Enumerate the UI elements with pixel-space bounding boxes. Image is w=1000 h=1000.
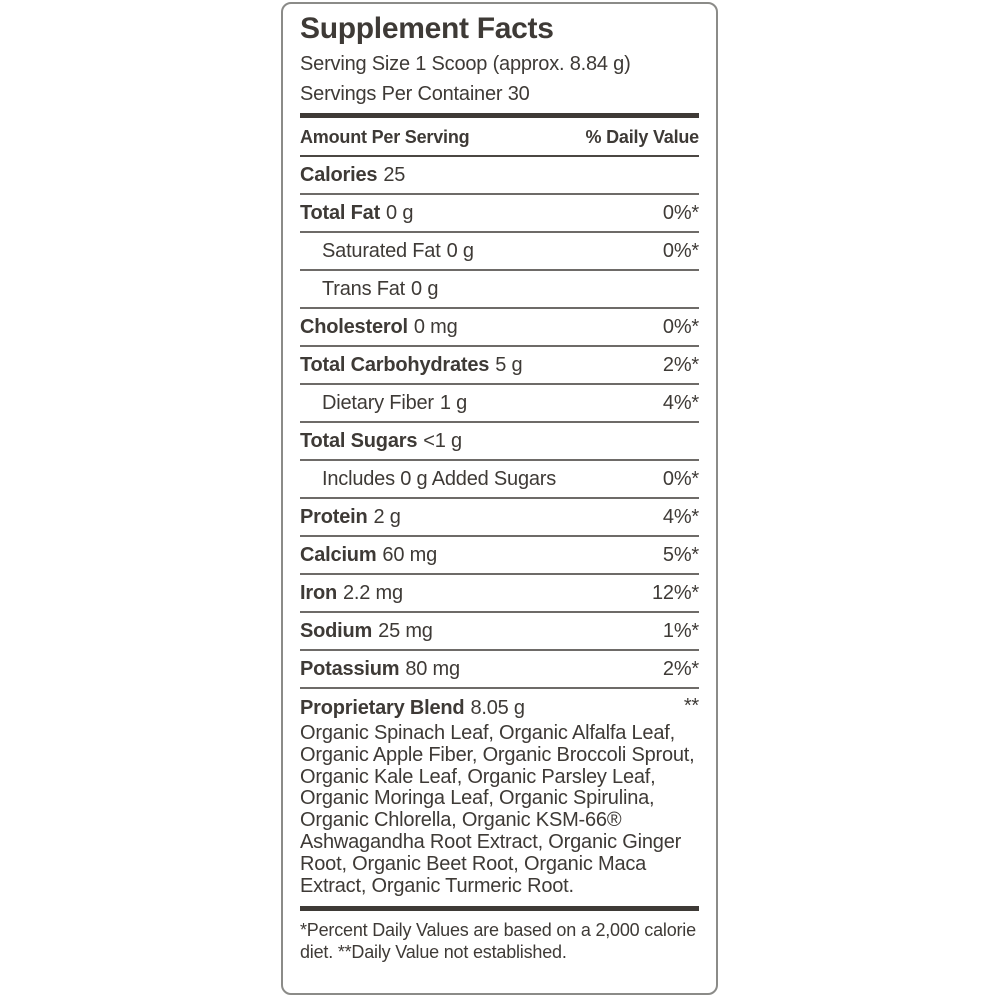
- panel-title: Supplement Facts: [300, 12, 554, 45]
- table-row-trans-fat: [300, 271, 699, 309]
- nutrient-name: Calcium: [300, 543, 377, 566]
- nutrient-amount: 5 g: [495, 353, 523, 376]
- nutrient-daily-value: 2%*: [662, 657, 699, 680]
- nutrient-daily-value: 1%*: [662, 619, 699, 642]
- nutrient-amount: 2 g: [373, 505, 401, 528]
- nutrient-daily-value: 0%*: [662, 315, 699, 338]
- nutrient-table: [300, 157, 699, 689]
- nutrient-name: Calories: [300, 163, 378, 186]
- blend-ingredients: Organic Spinach Leaf, Organic Alfalfa Leaf, Organic Apple Fiber, Organic Broccoli Sprout, Organic Kale Leaf, Organic Parsley Leaf, Organic Moringa Leaf, Organic Spirulina, Organic Chlorella, Organic KSM-66® Ashwagandha Root Extract, Organic Ginger Root, Organic Beet Root, Organic Maca Extract, Organic Turmeric Root.: [300, 722, 695, 897]
- nutrient-amount: 25: [383, 163, 406, 186]
- nutrient-amount: 1 g: [439, 391, 468, 414]
- nutrient-name: Total Fat: [300, 201, 381, 224]
- nutrient-amount: 2.2 mg: [342, 581, 403, 604]
- proprietary-blend-row: [300, 689, 699, 720]
- table-row-cholesterol: [300, 309, 699, 347]
- nutrient-daily-value: 12%*: [651, 581, 699, 604]
- nutrient-daily-value: 0%*: [662, 201, 699, 224]
- nutrient-name: Dietary Fiber: [322, 391, 434, 414]
- daily-value-footnote: *Percent Daily Values are based on a 2,000 calorie diet. **Daily Value not established.: [300, 920, 696, 963]
- nutrient-daily-value: 2%*: [662, 353, 699, 376]
- table-row-calories: [300, 157, 699, 195]
- table-row-protein: [300, 499, 699, 537]
- table-row-total-fat: [300, 195, 699, 233]
- nutrient-daily-value: 0%*: [662, 239, 699, 262]
- nutrient-daily-value: 4%*: [662, 391, 699, 414]
- table-row-added-sugars: [300, 461, 699, 499]
- table-row-dietary-fiber: [300, 385, 699, 423]
- amount-per-serving-header: Amount Per Serving: [300, 127, 470, 147]
- proprietary-blend-section: [300, 689, 699, 897]
- nutrient-amount: 80 mg: [405, 657, 460, 680]
- nutrient-daily-value: 0%*: [662, 467, 699, 490]
- servings-per-container-line: Servings Per Container 30: [300, 83, 530, 105]
- supplement-facts-panel: [281, 2, 718, 995]
- nutrient-name: Includes 0 g Added Sugars: [322, 467, 557, 490]
- nutrient-amount: 0 g: [386, 201, 414, 224]
- nutrient-name: Saturated Fat: [322, 239, 441, 262]
- nutrient-amount: <1 g: [423, 429, 462, 452]
- serving-size-line: Serving Size 1 Scoop (approx. 8.84 g): [300, 53, 631, 75]
- blend-daily-value: **: [683, 695, 699, 717]
- daily-value-header: % Daily Value: [585, 127, 699, 147]
- blend-amount: 8.05 g: [470, 697, 525, 719]
- divider-thick-bottom: [300, 906, 699, 911]
- nutrient-name: Sodium: [300, 619, 373, 642]
- nutrient-amount: 0 mg: [413, 315, 458, 338]
- table-row-iron: [300, 575, 699, 613]
- nutrient-name: Cholesterol: [300, 315, 408, 338]
- nutrient-amount: 0 g: [446, 239, 474, 262]
- nutrient-daily-value: 5%*: [662, 543, 699, 566]
- table-row-saturated-fat: [300, 233, 699, 271]
- column-header-row: [300, 118, 699, 157]
- nutrient-name: Iron: [300, 581, 337, 604]
- nutrient-amount: 0 g: [411, 277, 439, 300]
- nutrient-amount: 60 mg: [382, 543, 437, 566]
- blend-name: Proprietary Blend: [300, 697, 465, 719]
- nutrient-name: Potassium: [300, 657, 400, 680]
- table-row-total-carbohydrates: [300, 347, 699, 385]
- table-row-potassium: [300, 651, 699, 689]
- nutrient-name: Total Sugars: [300, 429, 418, 452]
- nutrient-amount: 25 mg: [378, 619, 433, 642]
- nutrient-daily-value: 4%*: [662, 505, 699, 528]
- nutrient-name: Trans Fat: [322, 277, 406, 300]
- table-row-total-sugars: [300, 423, 699, 461]
- table-row-sodium: [300, 613, 699, 651]
- nutrient-name: Protein: [300, 505, 368, 528]
- table-row-calcium: [300, 537, 699, 575]
- nutrient-name: Total Carbohydrates: [300, 353, 490, 376]
